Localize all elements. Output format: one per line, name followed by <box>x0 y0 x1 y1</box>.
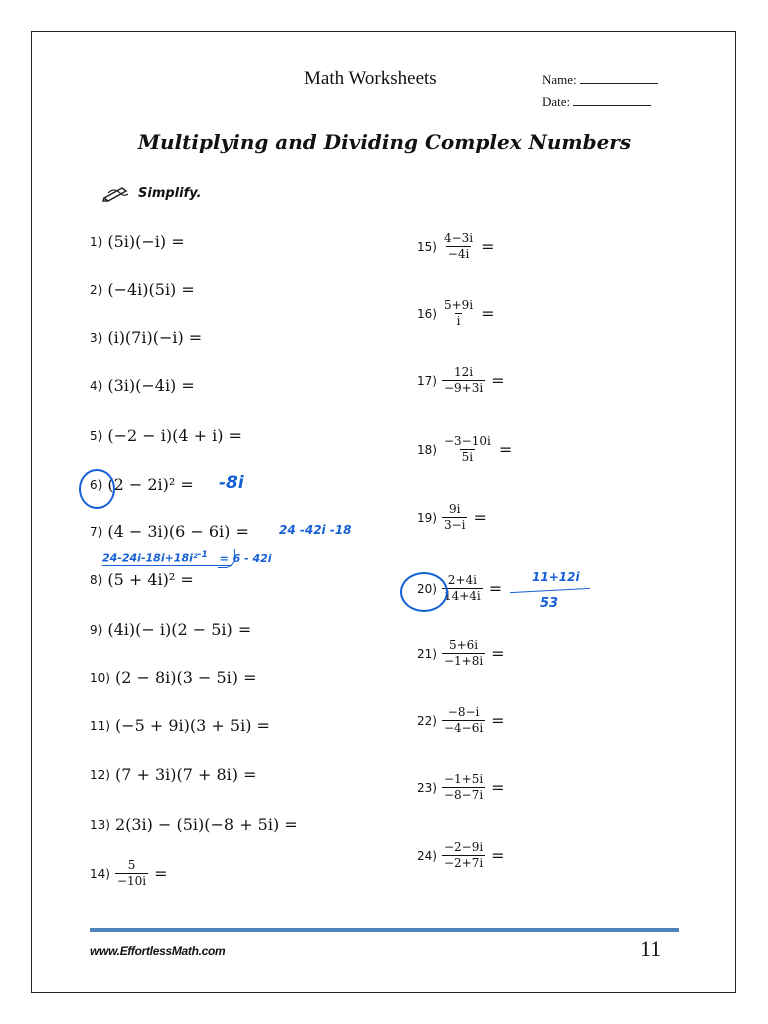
numerator: 5 <box>127 858 136 872</box>
problem-12 <box>90 765 257 784</box>
fraction <box>115 858 148 889</box>
denominator: −8−7i <box>443 788 484 802</box>
fraction <box>442 298 475 329</box>
problem-20-circle <box>400 572 448 612</box>
handwritten-answer-7: 24 -42i -18 <box>279 523 352 537</box>
numerator: 5+6i <box>448 638 479 652</box>
fraction <box>442 231 475 262</box>
problem-number: 6) <box>90 477 103 492</box>
problem-1 <box>90 232 185 251</box>
problem-10 <box>90 668 257 687</box>
denominator: −10i <box>116 874 147 888</box>
problem-expression: (2 − 2i)² = <box>107 475 194 494</box>
denominator: i <box>456 314 461 328</box>
date-blank <box>573 95 651 106</box>
problem-number: 24) <box>417 848 437 863</box>
fraction <box>442 705 485 736</box>
fraction <box>442 772 485 803</box>
handwritten-underline <box>102 565 232 566</box>
problem-number: 5) <box>90 428 103 443</box>
footer-rule <box>90 928 679 932</box>
problem-5 <box>90 426 242 445</box>
problem-number: 1) <box>90 234 103 249</box>
problem-14 <box>90 858 168 889</box>
handwritten-answer-20-numerator: 11+12i <box>532 570 580 584</box>
work-7-expression: 24-24i-18i+18i² <box>102 551 198 565</box>
problem-number: 12) <box>90 767 110 782</box>
problem-number: 13) <box>90 817 110 832</box>
problem-3 <box>90 328 202 347</box>
problem-expression: (4 − 3i)(6 − 6i) = <box>107 522 249 541</box>
problem-number: 8) <box>90 572 103 587</box>
denominator: −4−6i <box>443 721 484 735</box>
equals-sign: = <box>481 237 495 256</box>
equals-sign: = <box>473 508 487 527</box>
handwritten-answer-20-denominator: 53 <box>540 596 559 611</box>
date-label: Date: <box>542 94 571 109</box>
handwritten-bracket <box>218 549 235 568</box>
denominator: 14+4i <box>443 589 481 603</box>
problem-17 <box>417 365 505 396</box>
name-label: Name: <box>542 72 577 87</box>
problem-8 <box>90 570 194 589</box>
denominator: 5i <box>461 450 474 464</box>
worksheet-page <box>31 31 736 993</box>
problem-number: 10) <box>90 670 110 685</box>
problem-16 <box>417 298 495 329</box>
problem-number: 20) <box>417 581 437 596</box>
fraction <box>442 573 483 604</box>
problem-21 <box>417 638 505 669</box>
equals-sign: = <box>498 440 513 459</box>
fraction <box>442 365 485 396</box>
footer-website: www.EffortlessMath.com <box>90 944 226 958</box>
problem-7 <box>90 522 249 541</box>
handwritten-fraction-bar <box>510 588 590 593</box>
equals-sign: = <box>491 711 505 730</box>
worksheet-title: Multiplying and Dividing Complex Numbers <box>137 130 632 154</box>
numerator: −2−9i <box>443 840 484 854</box>
problem-expression: (5 + 4i)² = <box>107 570 194 589</box>
problem-number: 16) <box>417 306 437 321</box>
denominator: −4i <box>447 247 470 261</box>
fraction <box>442 502 468 533</box>
problem-expression: (−2 − i)(4 + i) = <box>107 426 242 445</box>
problem-number: 9) <box>90 622 103 637</box>
work-7-exponent: -1 <box>197 550 208 560</box>
problem-number: 22) <box>417 713 437 728</box>
numerator: 4−3i <box>443 231 474 245</box>
problem-number: 11) <box>90 718 110 733</box>
fraction <box>442 840 485 871</box>
equals-sign: = <box>488 579 503 598</box>
problem-11 <box>90 716 270 735</box>
problem-6-circle <box>79 469 115 509</box>
problem-expression: (2 − 8i)(3 − 5i) = <box>114 668 257 687</box>
numerator: −1+5i <box>443 772 484 786</box>
problem-18 <box>417 434 512 465</box>
problem-number: 2) <box>90 282 103 297</box>
equals-sign: = <box>154 864 168 883</box>
equals-sign: = <box>491 778 505 797</box>
denominator: −9+3i <box>443 381 484 395</box>
problem-number: 18) <box>417 442 437 457</box>
page-number: 11 <box>640 936 662 961</box>
equals-sign: = <box>491 644 505 663</box>
denominator: 3−i <box>443 518 466 532</box>
problem-15 <box>417 231 495 262</box>
equals-sign: = <box>481 304 495 323</box>
pencil-icon <box>102 184 130 202</box>
name-field <box>542 72 658 88</box>
numerator: −3−10i <box>443 434 491 448</box>
problem-expression: (−4i)(5i) = <box>107 280 195 299</box>
problem-expression: 2(3i) − (5i)(−8 + 5i) = <box>114 815 298 834</box>
problem-number: 4) <box>90 378 103 393</box>
numerator: 5+9i <box>443 298 474 312</box>
problem-expression: (3i)(−4i) = <box>107 376 195 395</box>
denominator: −1+8i <box>443 654 484 668</box>
fraction <box>442 638 485 669</box>
name-blank <box>580 73 658 84</box>
problem-number: 21) <box>417 646 437 661</box>
problem-expression: (4i)(− i)(2 − 5i) = <box>107 620 252 639</box>
problem-24 <box>417 840 505 871</box>
instruction <box>102 184 201 202</box>
problem-4 <box>90 376 195 395</box>
problem-number: 15) <box>417 239 437 254</box>
numerator: 2+4i <box>447 573 477 587</box>
problem-expression: (5i)(−i) = <box>107 232 185 251</box>
handwritten-work-7 <box>102 550 272 565</box>
problem-number: 7) <box>90 524 103 539</box>
fraction <box>442 434 493 465</box>
date-field <box>542 94 651 110</box>
header-title: Math Worksheets <box>304 68 437 89</box>
numerator: 9i <box>448 502 461 516</box>
problem-expression: (i)(7i)(−i) = <box>107 328 203 347</box>
problem-19 <box>417 502 487 533</box>
problem-expression: (7 + 3i)(7 + 8i) = <box>114 765 257 784</box>
equals-sign: = <box>491 846 505 865</box>
equals-sign: = <box>491 371 505 390</box>
problem-23 <box>417 772 505 803</box>
numerator: 12i <box>454 365 474 379</box>
problem-22 <box>417 705 505 736</box>
instruction-text: Simplify. <box>138 185 202 201</box>
numerator: −8−i <box>447 705 480 719</box>
work-7-result: = 6 - 42i <box>219 551 272 565</box>
handwritten-answer-6: -8i <box>219 473 244 493</box>
denominator: −2+7i <box>443 856 484 870</box>
problem-number: 14) <box>90 866 110 881</box>
problem-number: 17) <box>417 373 437 388</box>
problem-number: 3) <box>90 330 103 345</box>
problem-13 <box>90 815 298 834</box>
problem-2 <box>90 280 195 299</box>
problem-number: 23) <box>417 780 437 795</box>
problem-expression: (−5 + 9i)(3 + 5i) = <box>114 716 270 735</box>
problem-number: 19) <box>417 510 437 525</box>
problem-9 <box>90 620 251 639</box>
